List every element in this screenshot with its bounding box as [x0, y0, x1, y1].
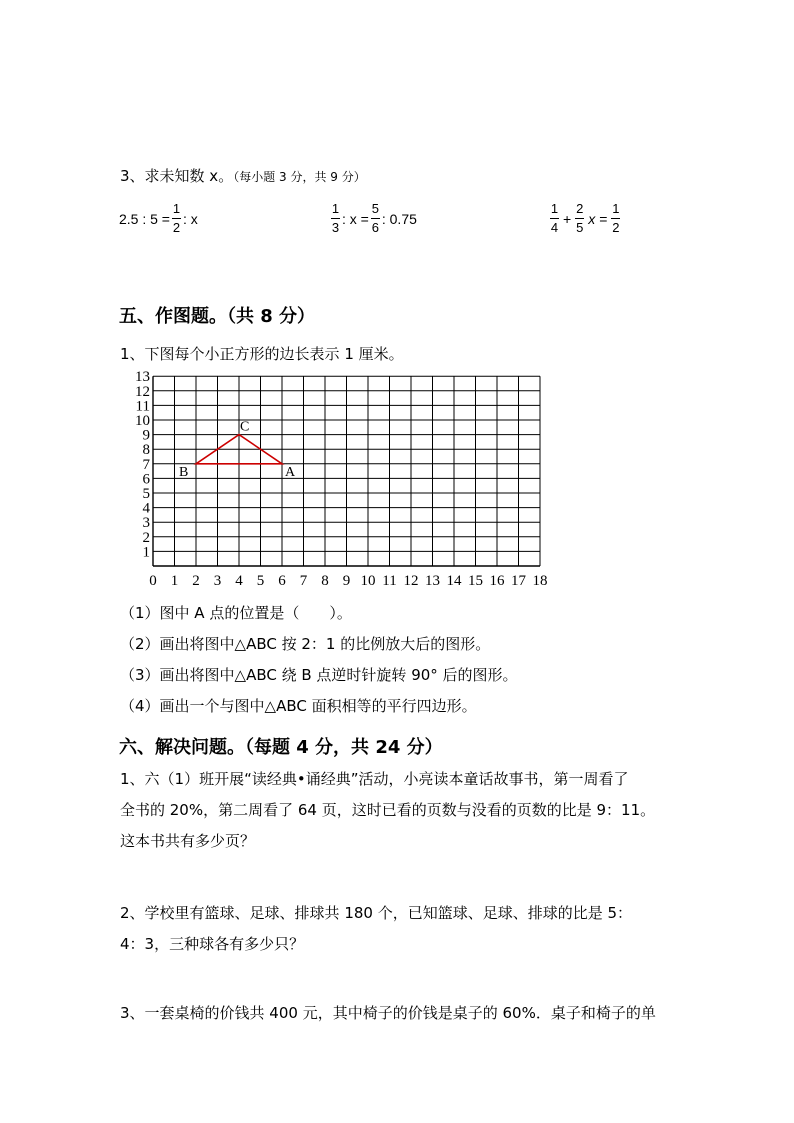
- vertex-label-a: A: [285, 464, 296, 480]
- sub-question-1: （1）图中 A 点的位置是（ ）。: [120, 604, 352, 622]
- x-axis-tick-label: 5: [256, 573, 265, 589]
- x-axis-tick-label: 15: [468, 573, 483, 589]
- fraction: $\frac{1}{2}$: [612, 201, 620, 235]
- equation-1: 2.5 : 5 = $\frac{1}{2}$ : x: [119, 201, 198, 235]
- section-5-question-1: 1、下图每个小正方形的边长表示 1 厘米。: [120, 345, 404, 363]
- y-axis-tick-label: 3: [142, 515, 150, 532]
- y-axis-tick-label: 11: [135, 398, 150, 415]
- x-axis-tick-label: 14: [446, 573, 462, 589]
- y-axis-tick-label: 9: [142, 427, 150, 444]
- problem-2-line-1: 2、学校里有篮球、足球、排球共 180 个，已知篮球、足球、排球的比是 5：: [120, 904, 633, 922]
- x-axis-tick-label: 13: [425, 573, 440, 589]
- equation-2: $\frac{1}{3}$ : x = $\frac{5}{6}$ : 0.75: [331, 201, 417, 235]
- y-axis-tick-label: 6: [142, 471, 150, 488]
- y-axis-tick-label: 12: [135, 383, 150, 400]
- q3-score-note: （每小题 3 分，共 9 分）: [233, 170, 366, 184]
- q3-title: 3、求未知数 x。（每小题 3 分，共 9 分）: [120, 167, 366, 185]
- vertex-label-b: B: [179, 464, 189, 480]
- x-axis-tick-label: 2: [192, 573, 200, 589]
- y-axis-tick-label: 1: [142, 544, 150, 561]
- problem-3-line-1: 3、一套桌椅的价钱共 400 元，其中椅子的价钱是桌子的 60%．桌子和椅子的单: [120, 1004, 656, 1022]
- sub-question-2: （2）画出将图中△ABC 按 2：1 的比例放大后的图形。: [120, 635, 491, 653]
- equation-3: $\frac{1}{4}$ + $\frac{2}{5}$ x = $\frac{1}{2}$: [550, 201, 620, 235]
- section-5-heading: 五、作图题。（共 8 分）: [119, 306, 316, 327]
- y-axis-tick-label: 4: [142, 500, 150, 517]
- x-axis-tick-label: 12: [403, 573, 419, 589]
- fraction: $\frac{5}{6}$: [371, 201, 379, 235]
- x-axis-tick-label: 6: [278, 573, 286, 589]
- y-axis-tick-label: 13: [135, 369, 150, 386]
- x-axis-tick-label: 18: [532, 573, 548, 589]
- problem-1-line-2: 全书的 20%，第二周看了 64 页，这时已看的页数与没看的页数的比是 9：11。: [120, 801, 656, 819]
- x-axis-tick-label: 3: [213, 573, 222, 589]
- fraction: $\frac{1}{2}$: [172, 201, 181, 235]
- y-axis-tick-label: 2: [142, 529, 150, 546]
- sub-question-3: （3）画出将图中△ABC 绕 B 点逆时针旋转 90° 后的图形。: [120, 666, 518, 684]
- problem-1-line-1: 1、六（1）班开展“读经典•诵经典”活动，小亮读本童话故事书，第一周看了: [120, 770, 629, 788]
- x-axis-tick-label: 16: [489, 573, 505, 589]
- x-axis-tick-label: 10: [360, 573, 376, 589]
- sub-question-4: （4）画出一个与图中△ABC 面积相等的平行四边形。: [120, 697, 477, 715]
- section-6-heading: 六、解决问题。（每题 4 分，共 24 分）: [119, 737, 443, 758]
- fraction: $\frac{1}{3}$: [331, 201, 340, 235]
- x-axis-tick-label: 8: [321, 573, 329, 589]
- x-axis-tick-label: 7: [299, 573, 308, 589]
- x-axis-tick-label: 11: [382, 573, 397, 589]
- y-axis-tick-label: 10: [135, 413, 150, 429]
- x-axis-tick-label: 4: [235, 573, 243, 589]
- x-axis-tick-label: 1: [170, 573, 179, 589]
- x-axis-tick-label: 0: [149, 573, 157, 589]
- y-axis-tick-label: 5: [142, 486, 150, 502]
- problem-1-line-3: 这本书共有多少页？: [120, 832, 256, 850]
- coordinate-grid: [120, 366, 548, 591]
- x-axis-tick-label: 9: [342, 573, 351, 589]
- vertex-label-c: C: [240, 419, 250, 435]
- x-axis-tick-label: 17: [511, 573, 526, 589]
- fraction: $\frac{1}{4}$: [550, 201, 559, 235]
- y-axis-tick-label: 7: [142, 456, 150, 473]
- problem-2-line-2: 4：3，三种球各有多少只？: [120, 935, 305, 953]
- fraction: $\frac{2}{5}$: [576, 201, 584, 235]
- y-axis-tick-label: 8: [142, 442, 150, 459]
